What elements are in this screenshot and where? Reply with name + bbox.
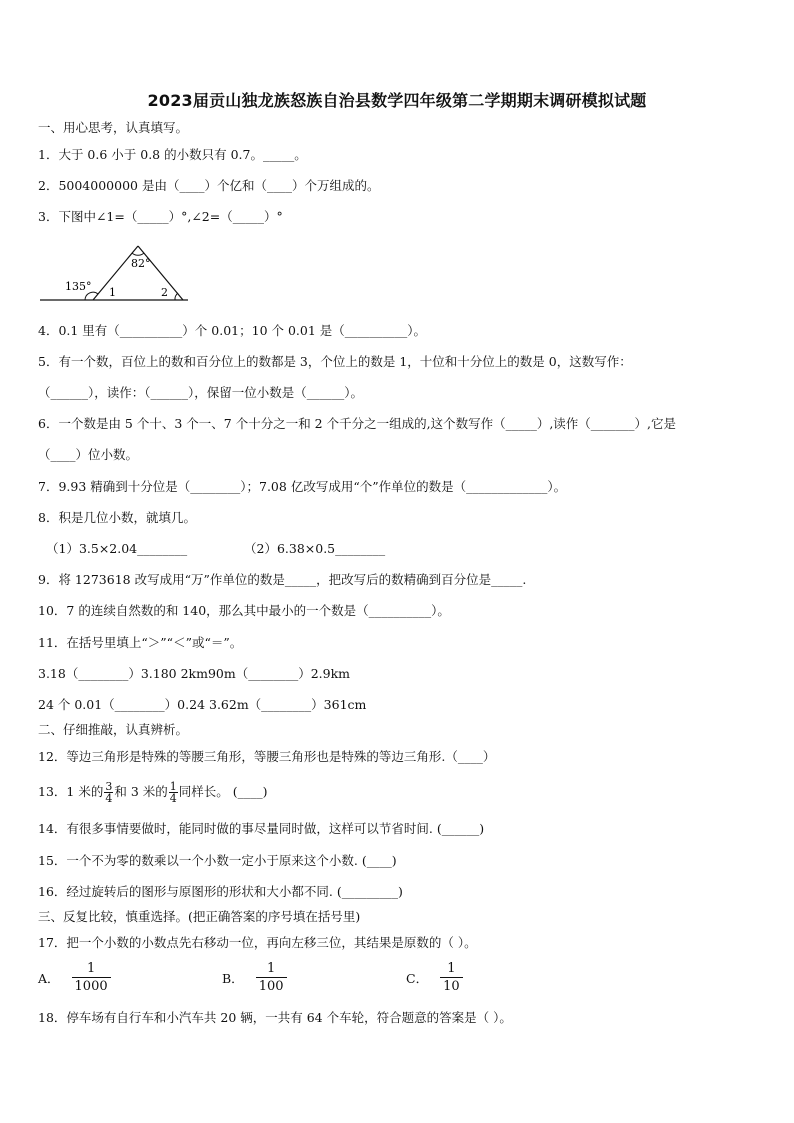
question-14: 14．有很多事情要做时，能同时做的事尽量同时做，这样可以节省时间. (______) xyxy=(38,821,485,836)
question-18: 18．停车场有自行车和小汽车共 20 辆，一共有 64 个车轮，符合题意的答案是（ ）。 xyxy=(38,1010,512,1025)
option-a-label: A． xyxy=(38,970,60,986)
question-5-line-1: 5．有一个数，百位上的数和百分位上的数都是 3，个位上的数是 1，十位和十分位上的数是 0，这数写作： xyxy=(38,354,632,369)
option-b-numerator: 1 xyxy=(256,960,287,978)
fraction-three-quarters xyxy=(104,781,113,804)
triangle-figure xyxy=(38,238,198,308)
option-b[interactable] xyxy=(222,960,287,995)
question-11: 11．在括号里填上“＞”“＜”或“＝”。 xyxy=(38,635,243,650)
question-6-line-1: 6．一个数是由 5 个十、3 个一、7 个十分之一和 2 个千分之一组成的,这个数写作（_____）,读作（_______）,它是 xyxy=(38,416,677,431)
option-b-fraction xyxy=(256,960,287,995)
question-2: 2．5004000000 是由（____）个亿和（____）个万组成的。 xyxy=(38,178,380,193)
angle-exterior-label: 135° xyxy=(65,280,92,293)
angle-1-label: 1 xyxy=(109,286,116,299)
option-a-denominator: 1000 xyxy=(74,979,108,994)
question-8-part-2: （2）6.38×0.5________ xyxy=(244,541,386,556)
question-13-suffix: 同样长。 (____) xyxy=(178,784,268,799)
option-c-label: C． xyxy=(406,970,429,986)
option-b-denominator: 100 xyxy=(258,979,284,994)
section-1-heading: 一、用心思考，认真填写。 xyxy=(38,120,189,135)
question-8-part-1: （1）3.5×2.04________ xyxy=(46,541,188,556)
option-c[interactable] xyxy=(406,960,463,995)
option-a-fraction xyxy=(72,960,111,995)
option-a[interactable] xyxy=(38,960,111,995)
question-16: 16．经过旋转后的图形与原图形的形状和大小都不同. (_________) xyxy=(38,884,403,899)
question-11-row-1: 3.18（________）3.180 2km90m（________）2.9km xyxy=(38,666,351,681)
question-4: 4．0.1 里有（__________）个 0.01；10 个 0.01 是（__________）。 xyxy=(38,323,427,338)
question-1: 1．大于 0.6 小于 0.8 的小数只有 0.7。_____。 xyxy=(38,147,307,162)
fraction-numerator: 1 xyxy=(169,780,177,793)
question-3: 3．下图中∠1=（_____）°,∠2=（_____）° xyxy=(38,209,283,224)
fraction-numerator: 3 xyxy=(105,780,113,793)
question-6-line-2: （____）位小数。 xyxy=(38,447,139,462)
option-c-fraction xyxy=(440,960,463,995)
option-c-numerator: 1 xyxy=(440,960,463,978)
section-3-heading: 三、反复比较，慎重选择。(把正确答案的序号填在括号里) xyxy=(38,909,361,924)
question-11-row-2: 24 个 0.01（________）0.24 3.62m（________）361cm xyxy=(38,697,367,712)
question-9: 9．将 1273618 改写成用“万”作单位的数是_____，把改写后的数精确到百分位是_____. xyxy=(38,572,527,587)
top-angle-arc xyxy=(132,253,144,255)
question-12: 12．等边三角形是特殊的等腰三角形，等腰三角形也是特殊的等边三角形.（____） xyxy=(38,749,496,764)
option-a-numerator: 1 xyxy=(72,960,111,978)
angle-2-arc xyxy=(175,293,178,300)
page-title: 2023届贡山独龙族怒族自治县数学四年级第二学期期末调研模拟试题 xyxy=(147,91,647,110)
question-8: 8．积是几位小数，就填几。 xyxy=(38,510,196,525)
option-c-denominator: 10 xyxy=(443,979,460,994)
section-2-heading: 二、仔细推敲，认真辨析。 xyxy=(38,722,189,737)
angle-top-label: 82° xyxy=(131,257,151,270)
question-7: 7．9.93 精确到十分位是（________）；7.08 亿改写成用“个”作单位的数是（_____________）。 xyxy=(38,479,567,494)
question-17: 17．把一个小数的小数点先右移动一位，再向左移三位，其结果是原数的（ ）。 xyxy=(38,935,477,950)
question-13-middle: 和 3 米的 xyxy=(114,784,168,799)
angle-2-label: 2 xyxy=(161,286,168,299)
option-b-label: B． xyxy=(222,970,244,986)
question-5-line-2: （______），读作：（______），保留一位小数是（______）。 xyxy=(38,385,364,400)
fraction-one-quarter xyxy=(169,781,178,804)
question-10: 10．7 的连续自然数的和 140，那么其中最小的一个数是（__________）。 xyxy=(38,603,450,618)
fraction-denominator: 4 xyxy=(105,792,113,805)
question-13-prefix: 13．1 米的 xyxy=(38,784,104,799)
question-13 xyxy=(38,781,756,804)
question-15: 15．一个不为零的数乘以一个小数一定小于原来这个小数. (____) xyxy=(38,853,397,868)
fraction-denominator: 4 xyxy=(169,792,177,805)
